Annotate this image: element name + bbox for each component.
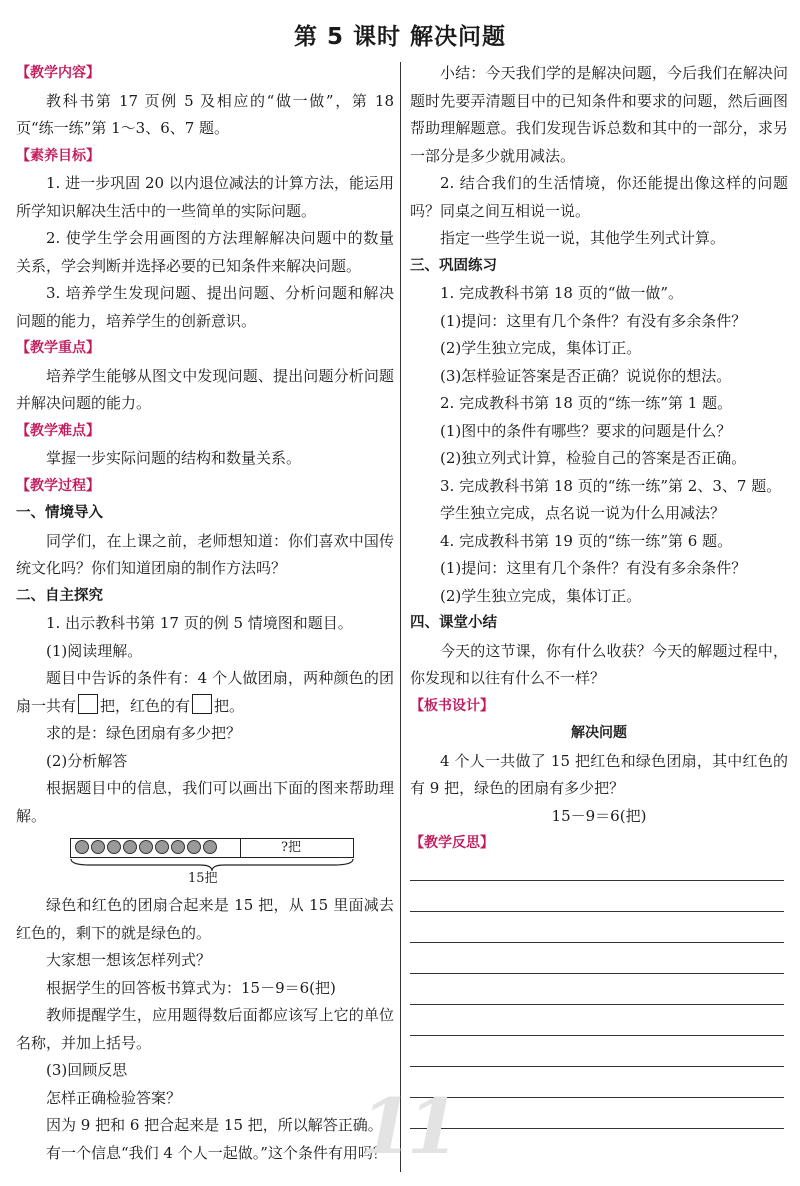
fan-circle — [171, 840, 185, 854]
paragraph: 根据题目中的信息，我们可以画出下面的图来帮助理解。 — [16, 779, 394, 825]
blank-box-total — [78, 694, 98, 714]
paragraph: (2)学生独立完成，集体订正。 — [440, 339, 642, 357]
fan-circle — [187, 840, 201, 854]
section-heading-4: 四、课堂小结 — [410, 615, 497, 631]
fan-circle — [75, 840, 89, 854]
paragraph: (2)分析解答 — [46, 751, 128, 770]
condition-text-c: 把。 — [214, 696, 245, 715]
unknown-label: ?把 — [281, 840, 301, 855]
reflection-tag: 【教学反思】 — [410, 835, 494, 851]
writing-line[interactable] — [410, 880, 784, 881]
paragraph: 根据学生的回答板书算式为：15－9＝6(把) — [46, 978, 336, 997]
paragraph: 学生独立完成，点名说一说为什么用减法？ — [440, 504, 726, 522]
bar-outline — [70, 838, 354, 858]
total-label: 15把 — [188, 871, 218, 886]
page-number: 11 — [360, 1082, 454, 1171]
bar-split-line — [240, 839, 241, 857]
paragraph: (3)怎样验证答案是否正确？说说你的想法。 — [440, 366, 732, 385]
summary-paragraph: 小结：今天我们学的是解决问题，今后我们在解决问题时先要弄清题目中的已知条件和要求的问题，然后画图帮助理解题意。我们发现告诉总数和其中的一部分，求另一部分是多少就用减法。 — [410, 64, 788, 165]
writing-line[interactable] — [410, 1128, 784, 1129]
goal-item: 1. 进一步巩固 20 以内退位减法的计算方法，能运用所学知识解决生活中的一些简单的实际问题。 — [16, 174, 394, 220]
paragraph: 2. 结合我们的生活情境，你还能提出像这样的问题吗？同桌之间互相说一说。 — [410, 174, 788, 220]
paragraph: (1)图中的条件有哪些？要求的问题是什么？ — [440, 421, 732, 440]
writing-line[interactable] — [410, 973, 784, 974]
paragraph: (1)阅读理解。 — [46, 641, 143, 660]
board-formula: 15－9＝6(把) — [551, 806, 647, 825]
teaching-content-text: 教科书第 17 页例 5 及相应的“做一做”，第 18 页“练一练”第 1～3、6、7 题。 — [16, 91, 394, 137]
bar-diagram — [16, 830, 394, 892]
key-point-tag: 【教学重点】 — [16, 340, 100, 356]
board-title: 解决问题 — [571, 725, 627, 741]
goals-tag: 【素养目标】 — [16, 147, 100, 164]
goal-item: 2. 使学生学会用画图的方法理解解决问题中的数量关系，学会判断并选择必要的已知条件来解决问题。 — [16, 229, 394, 275]
paragraph: 绿色和红色的团扇合起来是 15 把，从 15 里面减去红色的，剩下的就是绿色的。 — [16, 896, 394, 942]
right-column — [410, 60, 788, 858]
paragraph: (3)回顾反思 — [46, 1061, 128, 1079]
writing-line[interactable] — [410, 1097, 784, 1098]
column-divider — [400, 62, 401, 1172]
board-design-tag: 【板书设计】 — [410, 697, 494, 714]
section-heading-3: 三、巩固练习 — [410, 257, 497, 274]
writing-line[interactable] — [410, 1066, 784, 1067]
intro-text: 同学们，在上课之前，老师想知道：你们喜欢中国传统文化吗？你们知道团扇的制作方法吗？ — [16, 531, 394, 577]
paragraph: 4. 完成教科书第 19 页的“练一练”第 6 题。 — [440, 531, 733, 550]
section-heading-2: 二、自主探究 — [16, 587, 103, 604]
paragraph: 1. 完成教科书第 18 页的“做一做”。 — [440, 284, 684, 302]
writing-line[interactable] — [410, 911, 784, 912]
paragraph: 有一个信息“我们 4 个人一起做。”这个条件有用吗？ — [46, 1143, 388, 1162]
paragraph: (2)独立列式计算，检验自己的答案是否正确。 — [440, 449, 747, 467]
reflection-lines — [410, 880, 784, 1159]
left-column — [16, 60, 394, 1167]
paragraph: 今天的这节课，你有什么收获？今天的解题过程中，你发现和以往有什么不一样？ — [410, 641, 788, 687]
red-fan-circles — [75, 840, 217, 854]
condition-text-a: 题目中告诉的条件有：4 个人做团扇，两种颜色的团扇一共有 — [16, 669, 394, 715]
paragraph: (1)提问：这里有几个条件？有没有多余条件？ — [440, 311, 747, 330]
writing-line[interactable] — [410, 1004, 784, 1005]
teaching-content-tag: 【教学内容】 — [16, 65, 100, 81]
board-text: 4 个人一共做了 15 把红色和绿色团扇，其中红色的有 9 把，绿色的团扇有多少把？ — [410, 751, 788, 797]
condition-paragraph — [16, 665, 394, 720]
paragraph: (1)提问：这里有几个条件？有没有多余条件？ — [440, 559, 747, 577]
key-point-text: 培养学生能够从图文中发现问题、提出问题分析问题并解决问题的能力。 — [16, 366, 394, 412]
paragraph: 2. 完成教科书第 18 页的“练一练”第 1 题。 — [440, 394, 733, 412]
blank-box-red — [192, 694, 212, 714]
condition-text-b: 把，红色的有 — [100, 696, 191, 715]
fan-circle — [107, 840, 121, 854]
process-tag: 【教学过程】 — [16, 477, 100, 494]
fan-circle — [91, 840, 105, 854]
writing-line[interactable] — [410, 942, 784, 943]
fan-circle — [139, 840, 153, 854]
fan-circle — [203, 840, 217, 854]
difficulty-tag: 【教学难点】 — [16, 422, 100, 439]
difficulty-text: 掌握一步实际问题的结构和数量关系。 — [46, 449, 302, 467]
paragraph: 3. 完成教科书第 18 页的“练一练”第 2、3、7 题。 — [440, 476, 782, 495]
paragraph: 求的是：绿色团扇有多少把？ — [46, 724, 242, 742]
writing-line[interactable] — [410, 1035, 784, 1036]
paragraph: 1. 出示教科书第 17 页的例 5 情境图和题目。 — [46, 614, 353, 632]
paragraph: (2)学生独立完成，集体订正。 — [440, 586, 642, 605]
fan-circle — [155, 840, 169, 854]
page-title: 第 5 课时 解决问题 — [293, 24, 507, 50]
paragraph: 教师提醒学生，应用题得数后面都应该写上它的单位名称，并加上括号。 — [16, 1006, 394, 1052]
paragraph: 指定一些学生说一说，其他学生列式计算。 — [440, 229, 726, 247]
paragraph: 大家想一想该怎样列式？ — [46, 951, 212, 969]
fan-circle — [123, 840, 137, 854]
paragraph: 怎样正确检验答案？ — [46, 1088, 182, 1107]
paragraph: 因为 9 把和 6 把合起来是 15 把，所以解答正确。 — [46, 1116, 383, 1134]
section-heading-1: 一、情境导入 — [16, 505, 103, 521]
goal-item: 3. 培养学生发现问题、提出问题、分析问题和解决问题的能力，培养学生的创新意识。 — [16, 284, 394, 330]
